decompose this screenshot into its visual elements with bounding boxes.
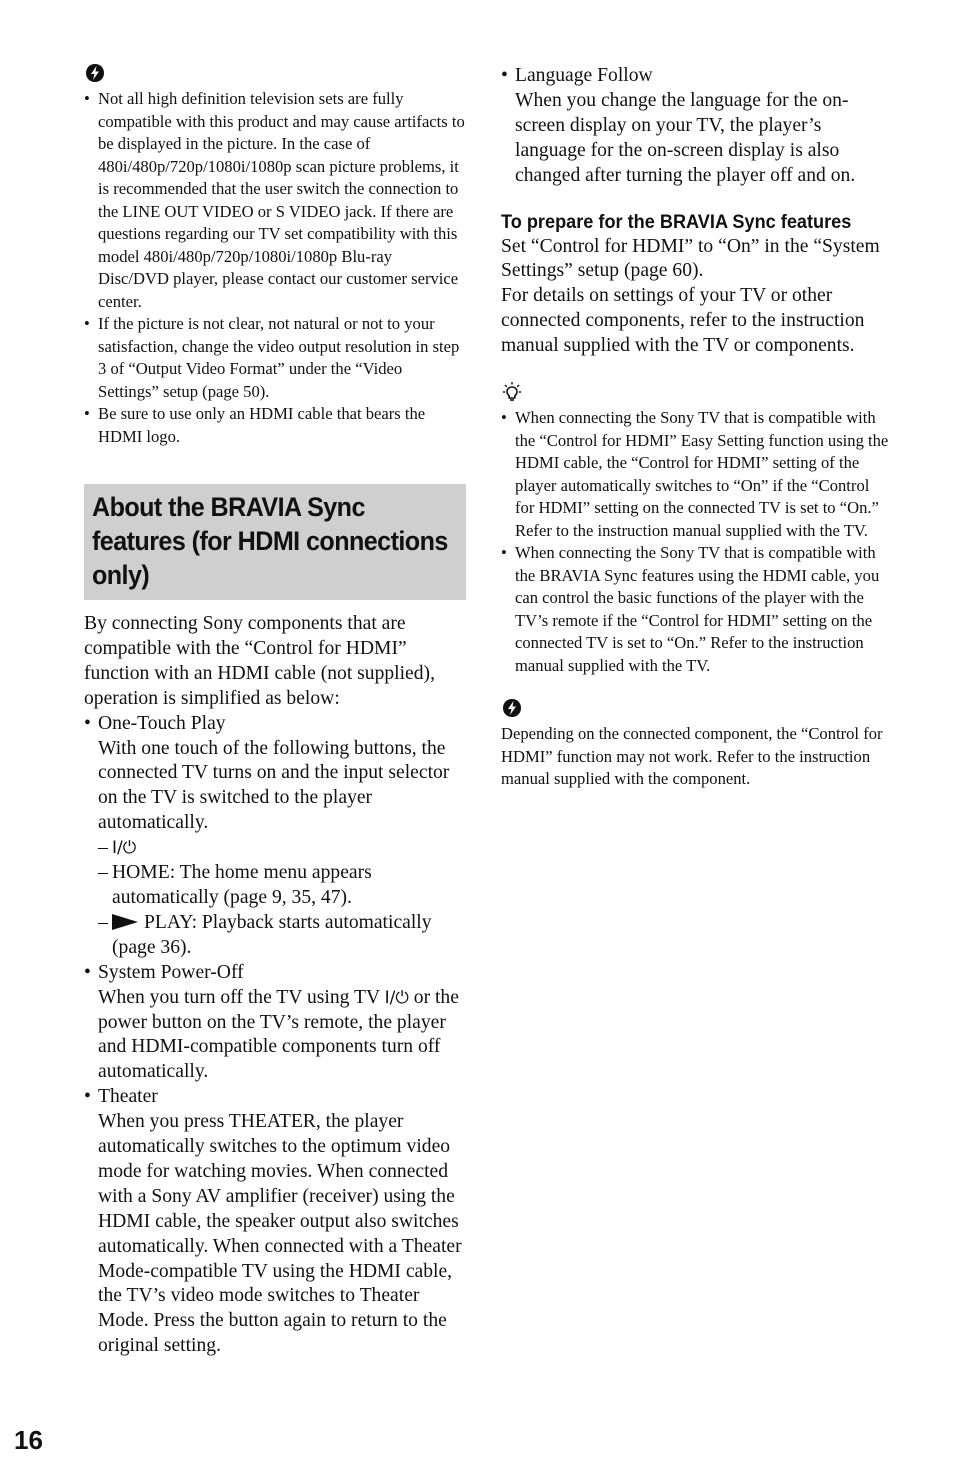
power-button-item: [98, 836, 466, 861]
power-icon: I/⏻: [112, 838, 137, 859]
note-warning-icon: [85, 62, 105, 84]
play-description: PLAY: Playback starts automatically (page 36).: [112, 911, 432, 958]
note-text: Depending on the connected component, the “Control for HDMI” function may not work. Refer to the instruction manual supplied with the component.: [501, 724, 883, 789]
prepare-details: For details on settings of your TV or other connected components, refer to the instruction manual supplied with the TV or components.: [501, 285, 865, 357]
feature-language-follow: [501, 64, 891, 189]
tips-list: [501, 407, 891, 677]
tip-item: • When connecting the Sony TV that is compatible with the BRAVIA Sync features using the HDMI cable, you can control the basic functions of the player with the TV’s remote if the “Control for HDMI” setting on the connected TV is set to “On.” Refer to the instruction manual supplied with the TV.: [501, 542, 891, 677]
feature-description: With one touch of the following buttons, the connected TV turns on and the input selector on the TV is switched to the player automatically.: [98, 737, 450, 834]
feature-title: • One-Touch Play: [98, 712, 226, 734]
notes-list: [84, 88, 466, 448]
feature-description: When you press THEATER, the player automatically switches to the optimum video mode for watching movies. When connected with a Sony AV amplifier (receiver) using the HDMI cable, the speaker output also switches automatically. When connected with a Theater Mode-compatible TV using the HDMI cable, the TV’s video mode switches to Theater Mode. Press the button again to return to the original setting.: [98, 1111, 462, 1357]
note-item: • If the picture is not clear, not natural or not to your satisfaction, change the video output resolution in step 3 of “Output Video Format” under the “Video Settings” setup (page 50).: [84, 313, 466, 403]
feature-theater: [84, 1085, 466, 1359]
feature-title: • System Power-Off: [98, 961, 244, 983]
tip-item: • When connecting the Sony TV that is compatible with the “Control for HDMI” Easy Setting function using the HDMI cable, the “Control for HDMI” setting of the player automatically switches to “On” if the “Control for HDMI” setting on the connected TV is set to “On.” Refer to the instruction manual supplied with the TV.: [501, 407, 891, 542]
prepare-text: Set “Control for HDMI” to “On” in the “System Settings” setup (page 60).: [501, 235, 880, 282]
power-off-desc-before: When you turn off the TV using TV: [98, 986, 380, 1008]
feature-description: [98, 986, 466, 1086]
feature-one-touch-play: [84, 712, 466, 961]
feature-description: When you change the language for the on-screen display on your TV, the player’s language for the on-screen display is also changed after turning the player off and on.: [515, 89, 856, 186]
note-item: • Not all high definition television sets are fully compatible with this product and may cause artifacts to be displayed in the picture. In the case of 480i/480p/720p/1080i/1080p scan picture problems, it is recommended that the user switch the connection to the LINE OUT VIDEO or S VIDEO jack. If there are questions regarding our TV set compatibility with this model 480i/480p/720p/1080i/1080p Blu-ray Disc/DVD player, please contact our customer service center.: [84, 88, 466, 313]
section-heading: About the BRAVIA Sync features (for HDMI connections only): [92, 492, 448, 590]
feature-system-power-off: [84, 961, 466, 1086]
features-list-continued: [501, 64, 891, 189]
note-warning-icon: [502, 697, 522, 719]
intro-paragraph: By connecting Sony components that are compatible with the “Control for HDMI” function with an HDMI cable (not supplied), operation is simplified as below:: [84, 613, 435, 709]
features-list: [84, 712, 466, 1360]
right-column: [501, 60, 891, 791]
play-button-item: [98, 911, 466, 961]
play-icon: [112, 914, 138, 930]
page-number: 16: [14, 1425, 43, 1455]
feature-title: • Language Follow: [515, 65, 653, 86]
home-button-item: – HOME: The home menu appears automatically (page 9, 35, 47).: [98, 861, 466, 911]
note-item: • Be sure to use only an HDMI cable that bears the HDMI logo.: [84, 403, 466, 448]
section-heading-box: [84, 484, 466, 600]
power-icon: I/⏻: [384, 987, 409, 1008]
power-off-desc-after: or the power button on the TV’s remote, the player and HDMI-compatible components turn off automatically.: [98, 986, 459, 1083]
left-column: [84, 60, 466, 1359]
button-list: [98, 836, 466, 961]
hint-lightbulb-icon: [502, 381, 522, 403]
prepare-heading: To prepare for the BRAVIA Sync features: [501, 210, 852, 233]
feature-title: • Theater: [98, 1086, 158, 1108]
